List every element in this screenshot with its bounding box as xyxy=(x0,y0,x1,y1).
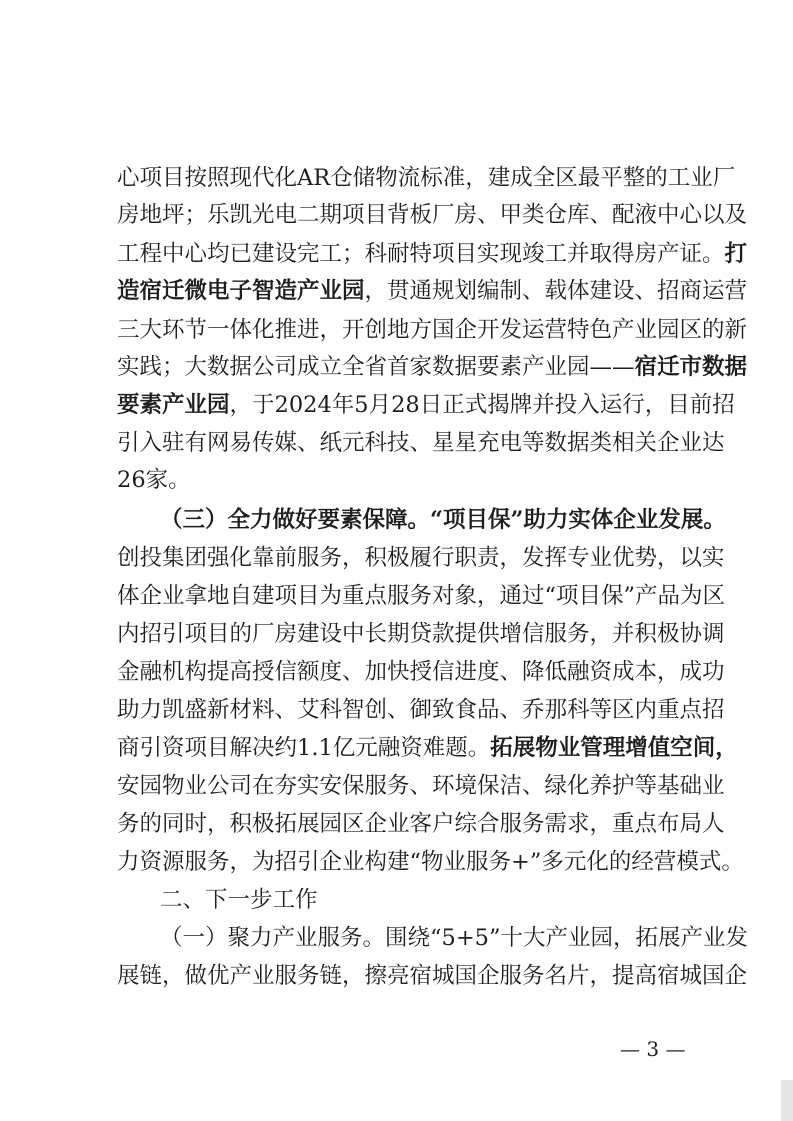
line-text: ，贯通规划编制、载体建设、招商运营 xyxy=(364,278,748,304)
line-text: 体企业拿地自建项目为重点服务对象，通过“项目保”产品为区 xyxy=(117,583,726,609)
body-line xyxy=(117,425,725,461)
line-text: 安园物业公司在夯实安保服务、环境保洁、绿化养护等基础业 xyxy=(117,773,725,799)
body-line xyxy=(117,236,748,272)
body-line xyxy=(117,312,748,348)
line-text: 务的同时，积极拓展园区企业客户综合服务需求，重点布局人 xyxy=(117,811,725,837)
line-text: 二、下一步工作 xyxy=(160,887,318,913)
body-line xyxy=(117,692,725,728)
line-text: 引入驻有网易传媒、纸元科技、星星充电等数据类相关企业达 xyxy=(117,430,725,456)
body-line xyxy=(117,462,683,498)
body-line xyxy=(117,578,726,614)
body-line xyxy=(117,349,748,385)
section-heading xyxy=(160,882,683,918)
line-text: 创投集团强化靠前服务，积极履行职责，发挥专业优势，以实 xyxy=(117,545,725,571)
bold-phrase: 要素产业园 xyxy=(117,392,230,418)
body-line xyxy=(117,654,725,690)
bold-phrase: 拓展物业管理增值空间， xyxy=(490,735,738,761)
line-text: （一）聚力产业服务。 xyxy=(160,925,386,951)
body-line xyxy=(117,387,735,423)
line-text: ，于2024年5月28日正式揭牌并投入运行，目前招 xyxy=(229,392,735,418)
line-text: 26家。 xyxy=(117,467,191,493)
line-text: 助力凯盛新材料、艾科智创、御致食品、乔那科等区内重点招 xyxy=(117,697,725,723)
line-text: 力资源服务，为招引企业构建“物业服务+”多元化的经营模式。 xyxy=(117,849,744,875)
line-text: 商引资项目解决约1.1亿元融资难题。 xyxy=(117,735,491,761)
bold-phrase: 造宿迁微电子智造产业园 xyxy=(117,278,365,304)
body-line xyxy=(117,806,725,842)
line-text: 展链，做优产业服务链，擦亮宿城国企服务名片，提高宿城国企 xyxy=(117,963,748,989)
body-line xyxy=(117,273,748,309)
line-text: 心项目按照现代化AR仓储物流标准，建成全区最平整的工业厂 xyxy=(117,165,736,191)
bold-phrase: 打 xyxy=(724,241,748,267)
body-line xyxy=(117,958,748,994)
body-line xyxy=(117,844,744,880)
page-number: — 3 — xyxy=(620,1037,686,1061)
bold-phrase: 宿迁市数据 xyxy=(634,354,748,380)
section-heading xyxy=(160,502,726,538)
line-text: 内招引项目的厂房建设中长期贷款提供增信服务，并积极协调 xyxy=(117,621,725,647)
bold-phrase: （三）全力做好要素保障。“项目保”助力实体企业发展。 xyxy=(160,507,726,533)
line-text: 围绕“5+5”十大产业园，拓展产业发 xyxy=(385,925,749,951)
scan-edge-shadow xyxy=(781,1080,793,1121)
body-line xyxy=(117,768,725,804)
line-text: 工程中心均已建设完工；科耐特项目实现竣工并取得房产证。 xyxy=(117,241,725,267)
body-line xyxy=(117,730,738,766)
body-line xyxy=(117,616,725,652)
line-text: 房地坪；乐凯光电二期项目背板厂房、甲类仓库、配液中心以及 xyxy=(117,202,748,228)
body-line xyxy=(160,920,749,956)
line-text: 三大环节一体化推进，开创地方国企开发运营特色产业园区的新 xyxy=(117,317,748,343)
line-text: 金融机构提高授信额度、加快授信进度、降低融资成本，成功 xyxy=(117,659,725,685)
body-line xyxy=(117,197,748,233)
body-line xyxy=(117,540,725,576)
body-line xyxy=(117,160,736,196)
line-text: 实践；大数据公司成立全省首家数据要素产业园—— xyxy=(117,354,635,380)
